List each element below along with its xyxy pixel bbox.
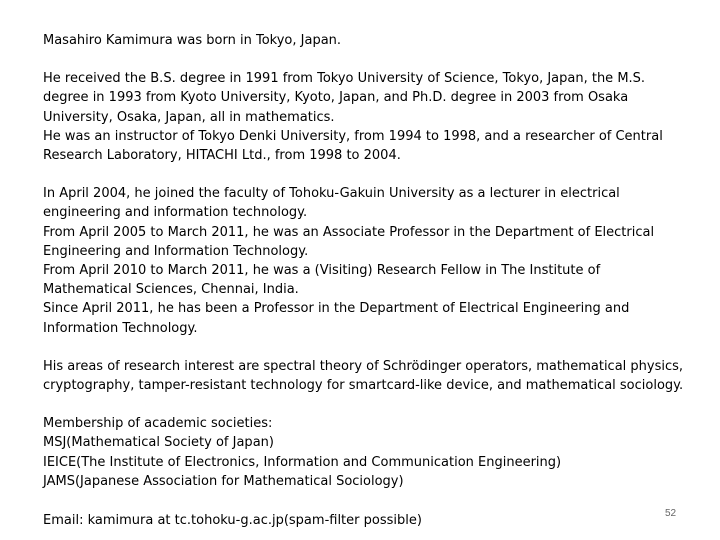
text-line: Since April 2011, he has been a Professor in the Department of Electrical Engineering and (43, 301, 630, 317)
email-text: Email: kamimura at tc.tohoku-g.ac.jp(spam-filter possible) (43, 513, 422, 528)
text-line: Masahiro Kamimura was born in Tokyo, Japan. (43, 33, 342, 48)
text-line: He was an instructor of Tokyo Denki University, from 1994 to 1998, and a researcher of Central (43, 128, 663, 144)
text-line: His areas of research interest are spectral theory of Schrödinger operators, mathematical physics, (43, 358, 684, 374)
text-line: Research Laboratory, HITACHI Ltd., from 1998 to 2004. (43, 148, 401, 164)
text-line: engineering and information technology. (43, 205, 308, 221)
biography-text (43, 31, 703, 510)
text-line: Engineering and Information Technology. (43, 243, 309, 259)
paragraph-faculty (43, 184, 703, 338)
text-line: degree in 1993 from Kyoto University, Kyoto, Japan, and Ph.D. degree in 2003 from Osaka (43, 90, 629, 106)
text-line: Mathematical Sciences, Chennai, India. (43, 282, 299, 298)
paragraph-research-interests (43, 357, 703, 395)
text-line: In April 2004, he joined the faculty of Tohoku-Gakuin University as a lecturer in electrical (43, 186, 620, 202)
text-line: University, Osaka, Japan, all in mathematics. (43, 109, 335, 125)
paragraph-education-career (43, 69, 703, 165)
paragraph-memberships (43, 414, 703, 491)
text-line: Information Technology. (43, 320, 198, 336)
text-line: From April 2010 to March 2011, he was a (Visiting) Research Fellow in The Institute of (43, 263, 601, 279)
text-line: cryptography, tamper-resistant technology for smartcard-like device, and mathematical sociology. (43, 378, 684, 394)
text-line: He received the B.S. degree in 1991 from Tokyo University of Science, Tokyo, Japan, the M.S. (43, 71, 646, 87)
text-line: MSJ(Mathematical Society of Japan) (43, 435, 274, 451)
text-line: From April 2005 to March 2011, he was an Associate Professor in the Department of Electrical (43, 224, 655, 240)
page-number: 52 (665, 508, 677, 519)
paragraph-birth (43, 31, 703, 50)
text-line: IEICE(The Institute of Electronics, Information and Communication Engineering) (43, 454, 562, 470)
text-line: Membership of academic societies: (43, 416, 273, 432)
text-line: JAMS(Japanese Association for Mathematical Sociology) (43, 473, 404, 489)
